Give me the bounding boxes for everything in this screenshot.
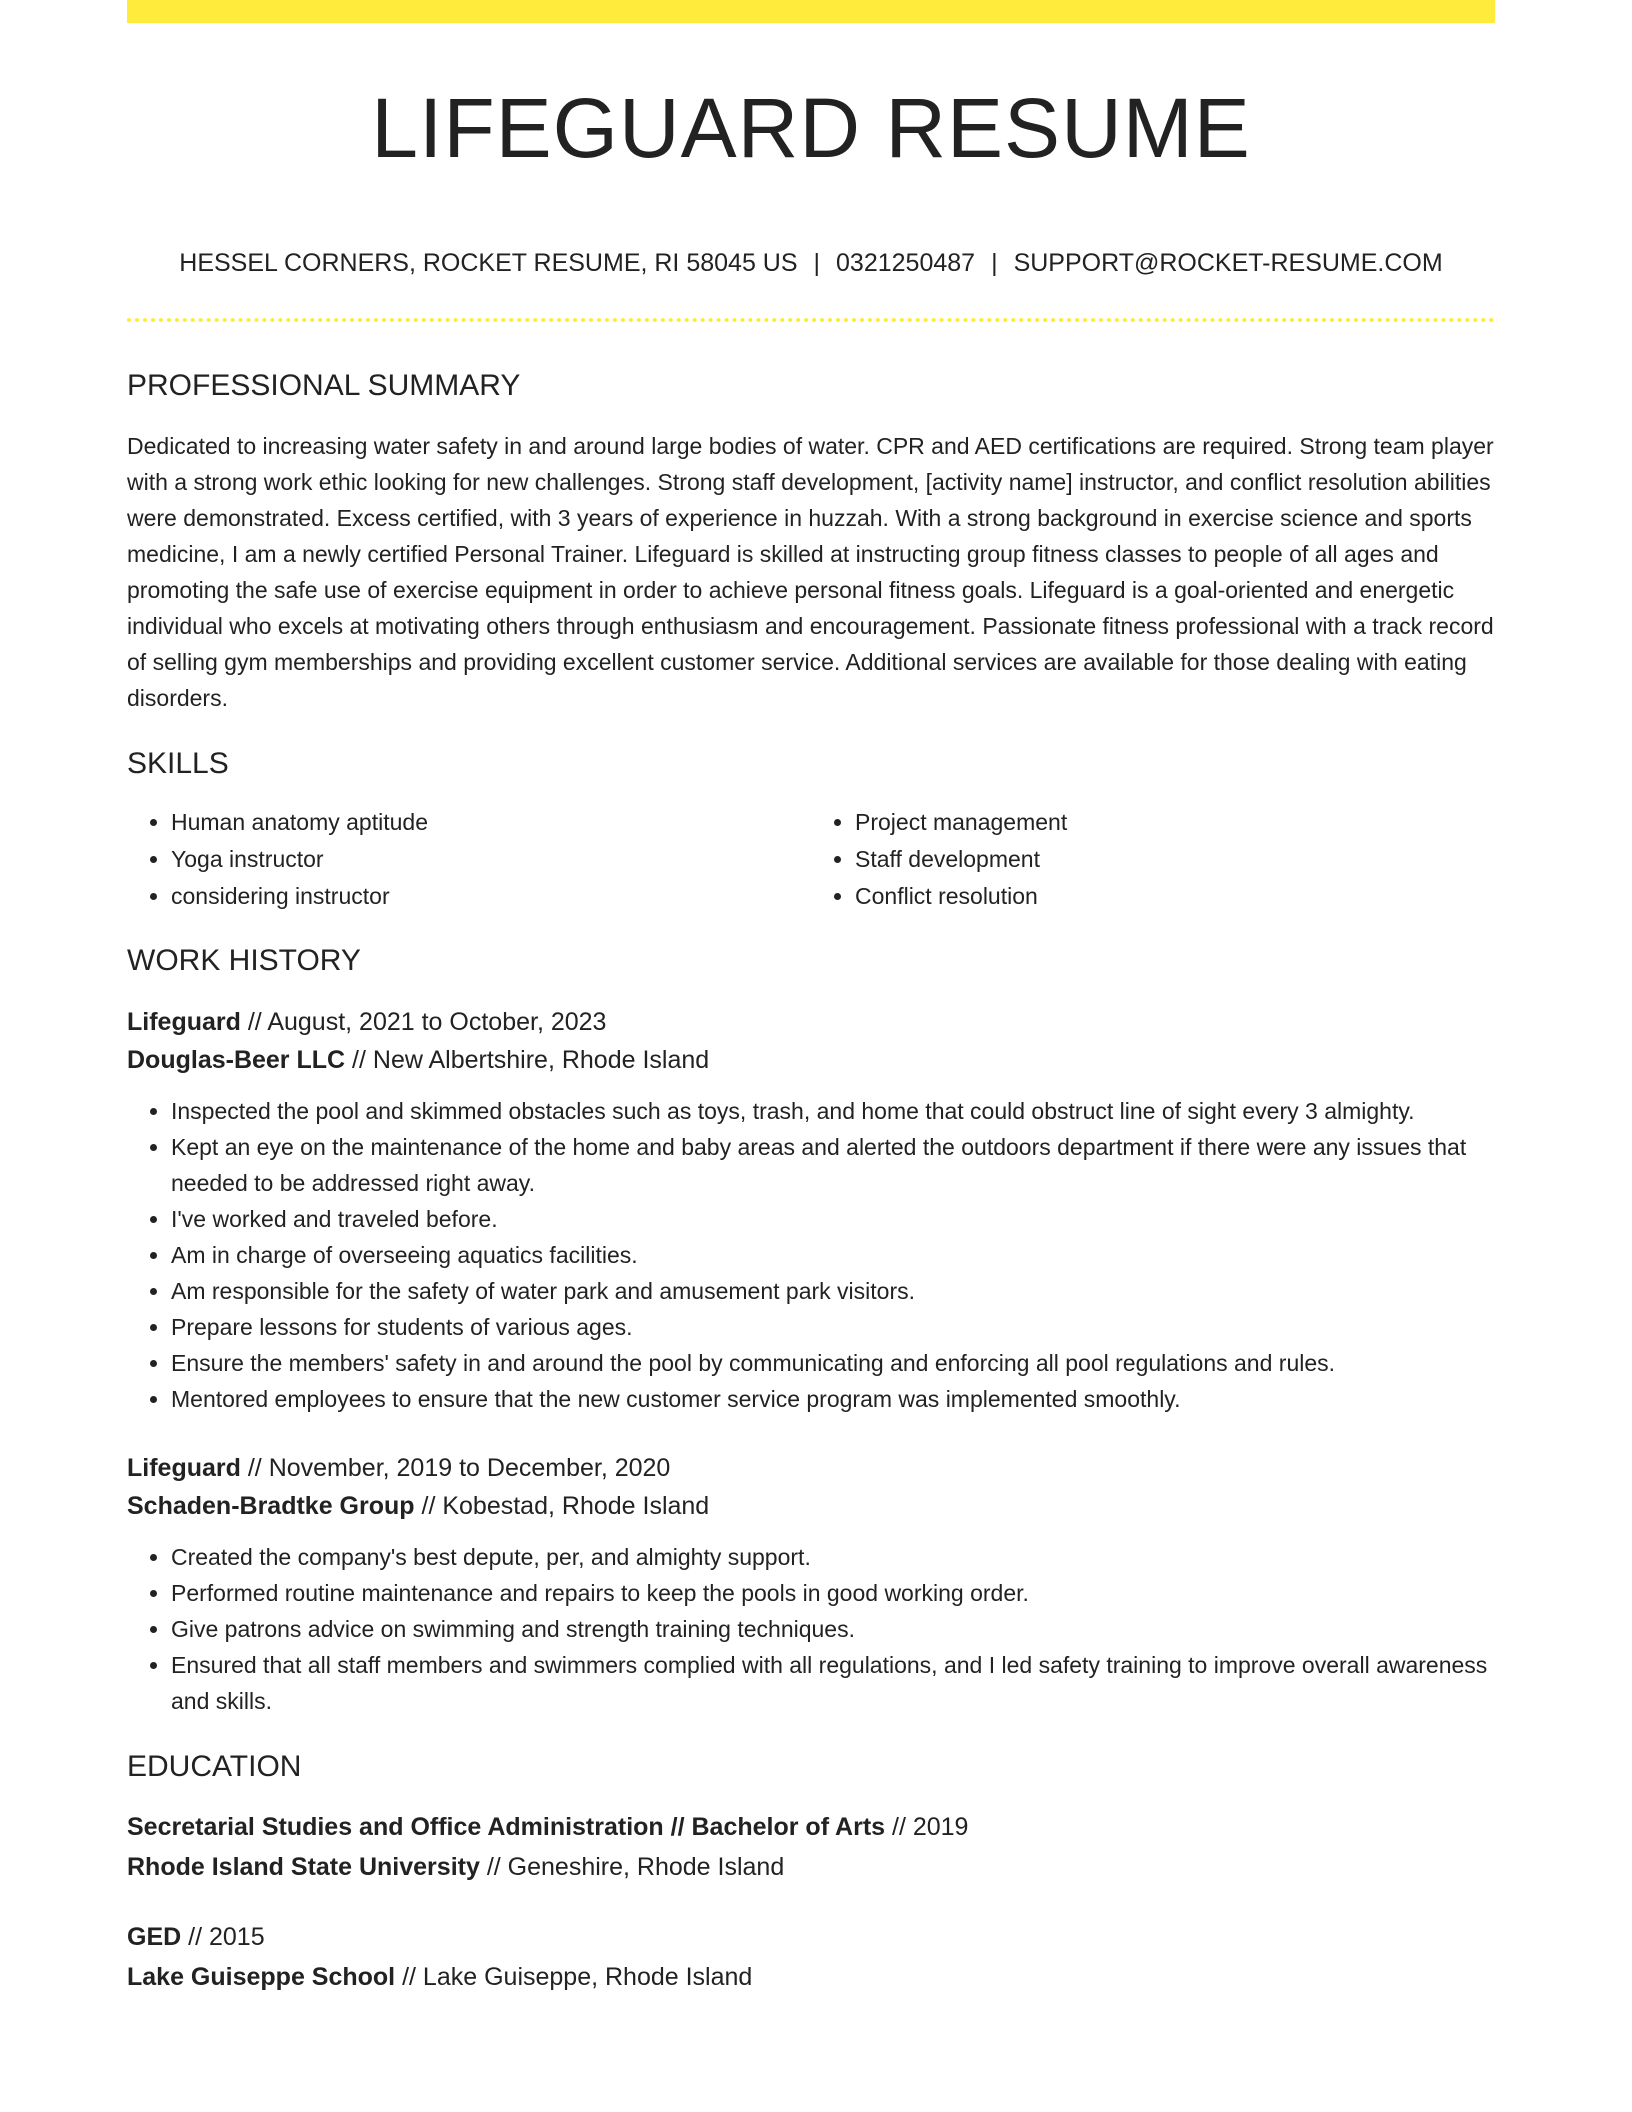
- skill-item: • Staff development: [855, 841, 1495, 878]
- job-company: Douglas-Beer LLC: [127, 1046, 346, 1074]
- job-bullet: • Am in charge of overseeing aquatics facilities.: [171, 1237, 1495, 1273]
- job-bullets: [127, 1539, 1495, 1719]
- education-heading: EDUCATION: [127, 1750, 302, 1783]
- job-bullet: • I've worked and traveled before.: [171, 1201, 1495, 1237]
- contact-phone: 0321250487: [836, 249, 976, 277]
- job-bullet: • Performed routine maintenance and repairs to keep the pools in good working order.: [171, 1575, 1495, 1611]
- job-bullet: • Kept an eye on the maintenance of the home and baby areas and alerted the outdoors department if there were any issues that needed to be addressed right away.: [171, 1129, 1495, 1201]
- job-location: // Kobestad, Rhode Island: [421, 1492, 710, 1520]
- education-school: Lake Guiseppe School: [127, 1963, 396, 1991]
- skills-grid: [127, 804, 1495, 915]
- education-year: // 2019: [892, 1813, 969, 1841]
- education-school: Rhode Island State University: [127, 1853, 480, 1881]
- skill-item: • Project management: [855, 804, 1495, 841]
- job-bullet: • Prepare lessons for students of various ages.: [171, 1309, 1495, 1345]
- job-bullet: • Ensure the members' safety in and around the pool by communicating and enforcing all pool regulations and rules.: [171, 1345, 1495, 1381]
- skills-column-left: [127, 804, 811, 915]
- job-company-line: [127, 1487, 1495, 1525]
- page-title: LIFEGUARD RESUME: [371, 81, 1251, 175]
- contact-separator: |: [813, 249, 821, 277]
- job-company: Schaden-Bradtke Group: [127, 1492, 415, 1520]
- contact-separator: |: [991, 249, 998, 277]
- resume-content: [127, 0, 1495, 1997]
- job-title-line: [127, 1449, 1495, 1487]
- job-bullet: • Ensured that all staff members and swimmers complied with all regulations, and I led safety training to improve overall awareness and skills.: [171, 1647, 1495, 1719]
- job-entry: [127, 1003, 1495, 1417]
- job-dates: // November, 2019 to December, 2020: [247, 1454, 671, 1482]
- education-school-line: [127, 1847, 1495, 1887]
- job-company-line: [127, 1041, 1495, 1079]
- work-history-heading: WORK HISTORY: [127, 944, 361, 977]
- education-location: // Lake Guiseppe, Rhode Island: [402, 1963, 753, 1991]
- contact-email: SUPPORT@ROCKET-RESUME.COM: [1013, 249, 1443, 277]
- education-degree: GED: [127, 1923, 182, 1951]
- education-degree: Secretarial Studies and Office Administration // Bachelor of Arts: [127, 1813, 886, 1841]
- job-bullets: [127, 1093, 1495, 1417]
- job-bullet: • Created the company's best depute, per, and almighty support.: [171, 1539, 1495, 1575]
- skills-column-right: [811, 804, 1495, 915]
- job-bullet: • Give patrons advice on swimming and strength training techniques.: [171, 1611, 1495, 1647]
- education-entry: [127, 1917, 1495, 1997]
- job-title: Lifeguard: [127, 1008, 241, 1036]
- job-bullet: • Inspected the pool and skimmed obstacles such as toys, trash, and home that could obstruct line of sight every 3 almighty.: [171, 1093, 1495, 1129]
- skill-item: • considering instructor: [171, 878, 811, 915]
- skill-item: • Yoga instructor: [171, 841, 811, 878]
- dotted-divider: [127, 318, 1495, 322]
- education-location: // Geneshire, Rhode Island: [486, 1853, 785, 1881]
- job-dates: // August, 2021 to October, 2023: [247, 1008, 607, 1036]
- job-location: // New Albertshire, Rhode Island: [352, 1046, 710, 1074]
- summary-heading: PROFESSIONAL SUMMARY: [127, 369, 521, 402]
- skill-item: • Conflict resolution: [855, 878, 1495, 915]
- education-degree-line: [127, 1917, 1495, 1957]
- contact-address: HESSEL CORNERS, ROCKET RESUME, RI 58045 US: [179, 249, 798, 277]
- contact-line: [127, 248, 1495, 278]
- skills-heading: SKILLS: [127, 747, 229, 780]
- job-bullet: • Mentored employees to ensure that the new customer service program was implemented smoothly.: [171, 1381, 1495, 1417]
- job-entry: [127, 1449, 1495, 1719]
- education-year: // 2015: [188, 1923, 265, 1951]
- skill-item: • Human anatomy aptitude: [171, 804, 811, 841]
- education-entry: [127, 1807, 1495, 1887]
- summary-text: Dedicated to increasing water safety in and around large bodies of water. CPR and AED certifications are required. Strong team player with a strong work ethic looking for new challenges. Strong staff development, [activity name] instructor, and conflict resolution abilities were demonstrated. Excess certified, with 3 years of experience in huzzah. With a strong background in exercise science and sports medicine, I am a newly certified Personal Trainer. Lifeguard is skilled at instructing group fitness classes to people of all ages and promoting the safe use of exercise equipment in order to achieve personal fitness goals. Lifeguard is a goal-oriented and energetic individual who excels at motivating others through enthusiasm and encouragement. Passionate fitness professional with a track record of selling gym memberships and providing excellent customer service. Additional services are available for those dealing with eating disorders.: [127, 433, 1494, 711]
- job-bullet: • Am responsible for the safety of water park and amusement park visitors.: [171, 1273, 1495, 1309]
- education-school-line: [127, 1957, 1495, 1997]
- education-degree-line: [127, 1807, 1495, 1847]
- job-title: Lifeguard: [127, 1454, 241, 1482]
- job-title-line: [127, 1003, 1495, 1041]
